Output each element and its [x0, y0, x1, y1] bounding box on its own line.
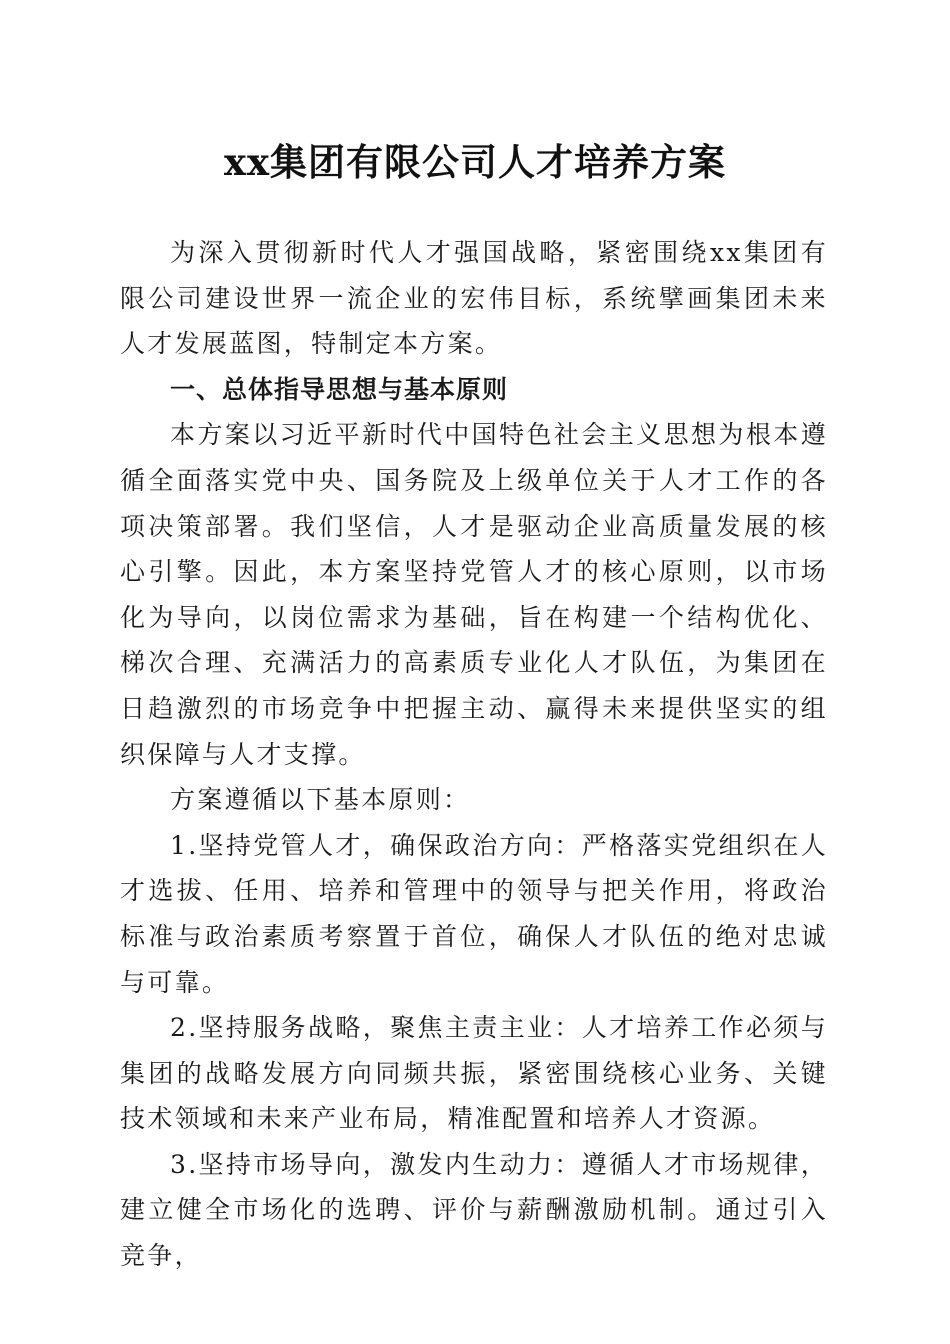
principle-item: 3.坚持市场导向，激发内生动力：遵循人才市场规律，建立健全市场化的选聘、评价与薪酬激励机制。通过引入竞争， [120, 1149, 828, 1271]
document-body [120, 230, 828, 1279]
body-paragraph: 本方案以习近平新时代中国特色社会主义思想为根本遵循全面落实党中央、国务院及上级单位关于人才工作的各项决策部署。我们坚信，人才是驱动企业高质量发展的核心引擎。因此，本方案坚持党管人才的核心原则，以市场化为导向，以岗位需求为基础，旨在构建一个结构优化、梯次合理、充满活力的高素质专业化人才队伍，为集团在日趋激烈的市场竞争中把握主动、赢得未来提供坚实的组织保障与人才支撑。 [120, 420, 828, 769]
principle-item: 2.坚持服务战略，聚焦主责主业：人才培养工作必须与集团的战略发展方向同频共振，紧密围绕核心业务、关键技术领域和未来产业布局，精准配置和培养人才资源。 [120, 1013, 828, 1134]
intro-paragraph: 为深入贯彻新时代人才强国战略，紧密围绕xx集团有限公司建设世界一流企业的宏伟目标，系统擘画集团未来人才发展蓝图，特制定本方案。 [120, 238, 828, 359]
principles-intro: 方案遵循以下基本原则： [170, 785, 471, 815]
principle-item: 1.坚持党管人才，确保政治方向：严格落实党组织在人才选拔、任用、培养和管理中的领导与把关作用，将政治标准与政治素质考察置于首位，确保人才队伍的绝对忠诚与可靠。 [120, 830, 828, 997]
document-title: xx集团有限公司人才培养方案 [223, 140, 727, 184]
section-heading: 一、总体指导思想与基本原则 [170, 374, 509, 404]
